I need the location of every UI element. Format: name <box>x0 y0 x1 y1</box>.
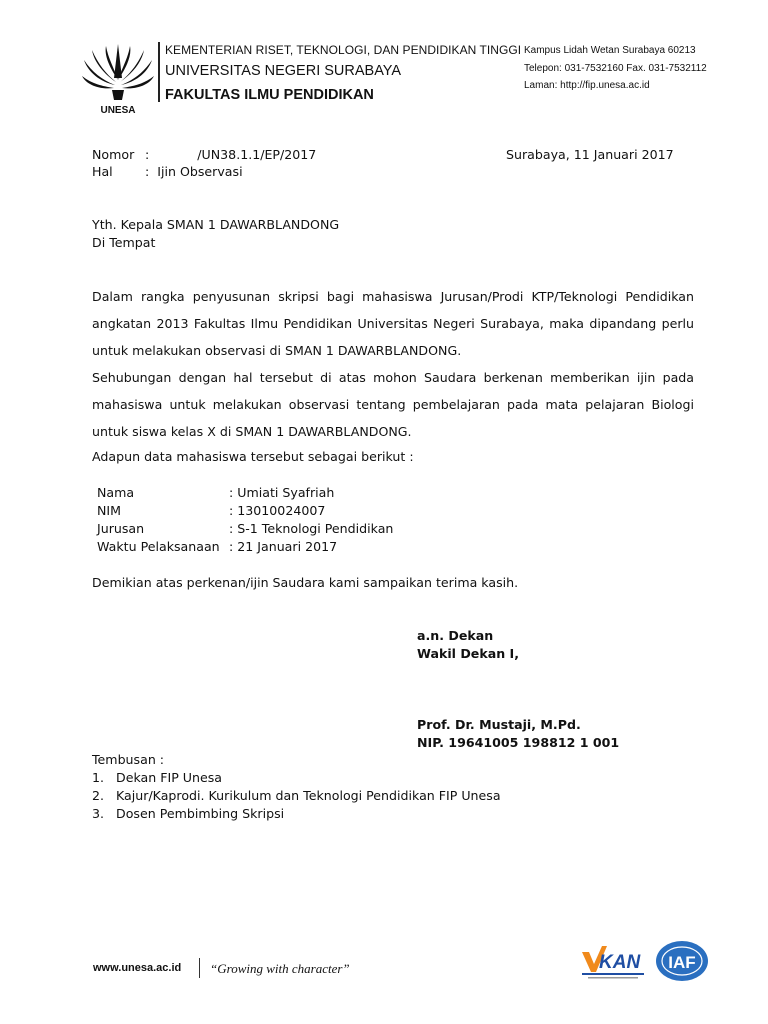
closing-sentence: Demikian atas perkenan/ijin Saudara kami sampaikan terima kasih. <box>92 575 519 590</box>
paragraph-1: Dalam rangka penyusunan skripsi bagi mahasiswa Jurusan/Prodi KTP/Teknologi Pendidikan angkatan 2013 Fakultas Ilmu Pendidikan Universitas Negeri Surabaya, maka dipandang perlu untuk melakukan observasi di SMAN 1 DAWARBLANDONG. <box>92 289 694 358</box>
ministry-name: KEMENTERIAN RISET, TEKNOLOGI, DAN PENDIDIKAN TINGGI <box>165 43 522 57</box>
cc-item: 3. Dosen Pembimbing Skripsi <box>92 806 285 821</box>
cc-item: 1. Dekan FIP Unesa <box>92 770 223 785</box>
recipient-place: Di Tempat <box>92 235 156 250</box>
student-value: : 21 Januari 2017 <box>229 539 338 554</box>
signatory-name: Prof. Dr. Mustaji, M.Pd. <box>417 717 581 732</box>
paragraph-3: Adapun data mahasiswa tersebut sebagai berikut : <box>92 449 414 464</box>
cc-title: Tembusan : <box>92 752 165 767</box>
iaf-logo <box>655 940 709 982</box>
kan-text: KAN <box>599 952 641 973</box>
recipient: Yth. Kepala SMAN 1 DAWARBLANDONG <box>92 217 340 232</box>
student-label: Jurusan <box>97 521 145 536</box>
kan-accreditation-logo <box>580 942 650 982</box>
student-value: : 13010024007 <box>229 503 326 518</box>
contact-website: Laman: http://fip.unesa.ac.id <box>524 80 650 91</box>
student-label: Waktu Pelaksanaan <box>97 539 220 554</box>
student-label: Nama <box>97 485 135 500</box>
header-divider <box>158 42 160 102</box>
footer-website[interactable]: www.unesa.ac.id <box>93 962 182 974</box>
signature-an: a.n. Dekan <box>417 628 494 643</box>
nomor-label: Nomor <box>92 147 135 162</box>
signature-title: Wakil Dekan I, <box>417 646 520 661</box>
hal-value: : Ijin Observasi <box>145 164 243 179</box>
nomor-value: : /UN38.1.1/EP/2017 <box>145 147 317 162</box>
iaf-text: IAF <box>668 953 696 972</box>
student-value: : Umiati Syafriah <box>229 485 335 500</box>
student-value: : S-1 Teknologi Pendidikan <box>229 521 394 536</box>
unesa-logo <box>78 38 158 122</box>
logo-text: UNESA <box>100 105 136 116</box>
paragraph-2: Sehubungan dengan hal tersebut di atas mohon Saudara berkenan memberikan ijin pada mahasiswa untuk melakukan observasi tentang pembelajaran pada mata pelajaran Biologi untuk siswa kelas X di SMAN 1 DAWARBLANDONG. <box>92 370 694 439</box>
faculty-name: FAKULTAS ILMU PENDIDIKAN <box>165 87 374 103</box>
student-label: NIM <box>97 503 122 518</box>
signatory-nip: NIP. 19641005 198812 1 001 <box>417 735 620 750</box>
cc-item: 2. Kajur/Kaprodi. Kurikulum dan Teknologi Pendidikan FIP Unesa <box>92 788 501 803</box>
hal-label: Hal <box>92 164 113 179</box>
contact-phone: Telepon: 031-7532160 Fax. 031-7532112 <box>524 63 707 74</box>
footer-slogan: “Growing with character” <box>210 961 350 976</box>
university-name: UNIVERSITAS NEGERI SURABAYA <box>165 63 402 79</box>
letter-date: Surabaya, 11 Januari 2017 <box>506 147 674 162</box>
contact-address: Kampus Lidah Wetan Surabaya 60213 <box>524 45 696 56</box>
footer-divider <box>199 958 200 978</box>
